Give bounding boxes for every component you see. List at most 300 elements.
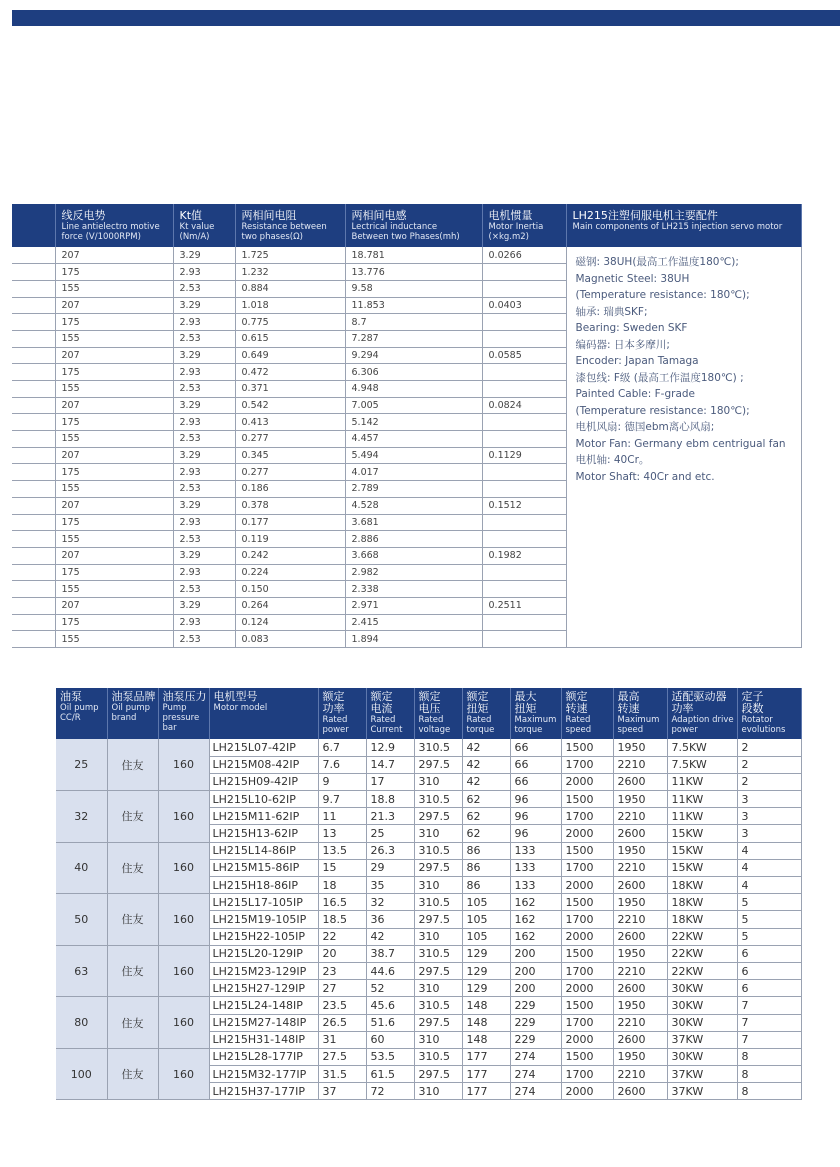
table-cell: 148: [462, 1031, 510, 1048]
table-cell: 2210: [613, 808, 667, 825]
table-cell: 175: [55, 614, 173, 631]
table-cell: 1500: [561, 739, 613, 756]
header-title-zh: 额定: [418, 690, 441, 703]
row-spacer-cell: [12, 547, 55, 564]
table-cell: 2.53: [173, 631, 235, 648]
table-cell: 1500: [561, 997, 613, 1014]
table-cell: 133: [510, 859, 561, 876]
table-cell: 2: [737, 773, 801, 790]
table-cell: 5.494: [345, 447, 482, 464]
table-cell: 0.0403: [482, 297, 566, 314]
table-cell: 15KW: [667, 859, 737, 876]
table-cell: 42: [462, 739, 510, 756]
table-cell: 229: [510, 1014, 561, 1031]
table-cell: 0.277: [235, 464, 345, 481]
table-cell: 2210: [613, 1014, 667, 1031]
header-cell: [366, 688, 414, 739]
table-cell: [482, 464, 566, 481]
table-cell: 8.7: [345, 314, 482, 331]
header-cell: [510, 688, 561, 739]
table-cell: 31.5: [318, 1066, 366, 1083]
table-cell: 2600: [613, 877, 667, 894]
component-line: Bearing: Sweden SKF: [575, 322, 688, 334]
header-title-en: power: [671, 725, 698, 735]
table-cell: 175: [55, 314, 173, 331]
header-title-zh: Kt值: [179, 209, 203, 222]
table-cell: 7.287: [345, 330, 482, 347]
table-cell: 86: [462, 859, 510, 876]
table-cell: 207: [55, 297, 173, 314]
table-cell: 0.119: [235, 531, 345, 548]
motor-model-cell: LH215L10-62IP: [209, 791, 318, 808]
table-cell: 18KW: [667, 877, 737, 894]
header-title-en: Resistance between: [241, 222, 327, 232]
header-cell: [209, 688, 318, 739]
table-cell: 105: [462, 928, 510, 945]
header-cell: [345, 204, 482, 247]
table-cell: 2000: [561, 928, 613, 945]
table-row: [56, 1048, 801, 1065]
pump-pressure-cell: 160: [158, 945, 209, 997]
table-cell: 6: [737, 980, 801, 997]
table-cell: 2.93: [173, 564, 235, 581]
header-title-en: power: [322, 725, 349, 735]
header-title-en: bar: [162, 723, 177, 733]
header-title-zh: 额定: [565, 690, 588, 703]
motor-model-cell: LH215M08-42IP: [209, 756, 318, 773]
motor-model-cell: LH215H37-177IP: [209, 1083, 318, 1100]
table-cell: 0.542: [235, 397, 345, 414]
motor-model-cell: LH215L28-177IP: [209, 1048, 318, 1065]
row-spacer-cell: [12, 481, 55, 498]
table-cell: 2.53: [173, 381, 235, 398]
pump-pressure-cell: 160: [158, 1048, 209, 1100]
row-spacer-cell: [12, 364, 55, 381]
table-cell: 297.5: [414, 859, 462, 876]
pump-pressure-cell: 160: [158, 997, 209, 1049]
pump-displacement-cell: 50: [56, 894, 107, 946]
table-cell: 0.083: [235, 631, 345, 648]
table-cell: 0.413: [235, 414, 345, 431]
table-cell: 4: [737, 877, 801, 894]
table-cell: 200: [510, 962, 561, 979]
table-cell: 0.775: [235, 314, 345, 331]
header-title-zh: 额定: [322, 690, 345, 703]
header-title-en: Main components of LH215 injection servo motor: [572, 222, 783, 232]
table-cell: 37KW: [667, 1083, 737, 1100]
table-cell: 23: [318, 962, 366, 979]
pump-brand-cell: 住友: [107, 1048, 158, 1100]
table-cell: 175: [55, 364, 173, 381]
table-cell: 297.5: [414, 962, 462, 979]
table-cell: 2.971: [345, 597, 482, 614]
pump-displacement-cell: 25: [56, 739, 107, 791]
table-cell: 200: [510, 980, 561, 997]
table-cell: 4.528: [345, 497, 482, 514]
table-cell: 148: [462, 1014, 510, 1031]
pump-brand-cell: 住友: [107, 997, 158, 1049]
table-cell: 2600: [613, 928, 667, 945]
header-cell: [235, 204, 345, 247]
table-cell: 62: [462, 791, 510, 808]
motor-model-cell: LH215M19-105IP: [209, 911, 318, 928]
table-cell: 3.29: [173, 597, 235, 614]
motor-model-cell: LH215H22-105IP: [209, 928, 318, 945]
table-cell: 30KW: [667, 997, 737, 1014]
table-cell: 42: [462, 773, 510, 790]
table-cell: [482, 381, 566, 398]
table-cell: 207: [55, 447, 173, 464]
table-row: [12, 247, 801, 264]
table-cell: 7.5KW: [667, 756, 737, 773]
table-cell: 66: [510, 773, 561, 790]
table-cell: 1700: [561, 859, 613, 876]
motor-model-cell: LH215L20-129IP: [209, 945, 318, 962]
table-cell: 175: [55, 564, 173, 581]
table-cell: 0.378: [235, 497, 345, 514]
table-cell: 25: [366, 825, 414, 842]
table-cell: 310: [414, 1083, 462, 1100]
motor-model-cell: LH215L14-86IP: [209, 842, 318, 859]
table-cell: 1700: [561, 962, 613, 979]
table-cell: 2.93: [173, 414, 235, 431]
motor-model-cell: LH215H18-86IP: [209, 877, 318, 894]
header-cell: [613, 688, 667, 739]
table-row: [56, 739, 801, 756]
component-line: (Temperature resistance: 180℃);: [575, 404, 750, 417]
table-cell: 15KW: [667, 825, 737, 842]
header-title-en: voltage: [418, 725, 451, 735]
pump-displacement-cell: 63: [56, 945, 107, 997]
pump-pressure-cell: 160: [158, 739, 209, 791]
pump-brand-cell: 住友: [107, 842, 158, 894]
table-cell: 18.5: [318, 911, 366, 928]
component-line: Magnetic Steel: 38UH: [575, 272, 690, 285]
table-cell: 66: [510, 739, 561, 756]
component-line: Motor Shaft: 40Cr and etc.: [575, 470, 715, 483]
table-cell: 297.5: [414, 808, 462, 825]
table-cell: 0.1512: [482, 497, 566, 514]
table-cell: 0.472: [235, 364, 345, 381]
header-title-en: Maximum: [617, 715, 660, 725]
table-cell: 37KW: [667, 1031, 737, 1048]
row-spacer-cell: [12, 381, 55, 398]
row-spacer-cell: [12, 631, 55, 648]
table-cell: 62: [462, 808, 510, 825]
table-cell: 26.5: [318, 1014, 366, 1031]
motor-parameters-table: [12, 204, 802, 648]
table-cell: 6: [737, 945, 801, 962]
table-cell: 3: [737, 825, 801, 842]
table-cell: [482, 514, 566, 531]
header-title-zh: LH215注塑伺服电机主要配件: [572, 209, 718, 222]
table-cell: 3.29: [173, 347, 235, 364]
table-cell: 8: [737, 1048, 801, 1065]
table-cell: 2.93: [173, 614, 235, 631]
table-cell: 7.005: [345, 397, 482, 414]
table-cell: 129: [462, 962, 510, 979]
table-cell: 6.7: [318, 739, 366, 756]
motor-parameters-header: [12, 204, 801, 247]
table-cell: 5: [737, 911, 801, 928]
table-cell: 200: [510, 945, 561, 962]
table-cell: 0.186: [235, 481, 345, 498]
table-cell: 2210: [613, 911, 667, 928]
table-cell: 177: [462, 1048, 510, 1065]
table-cell: 9: [318, 773, 366, 790]
table-cell: 96: [510, 791, 561, 808]
table-cell: 2: [737, 739, 801, 756]
component-line: 编码器: 日本多摩川;: [575, 338, 670, 351]
table-cell: 2000: [561, 1083, 613, 1100]
table-cell: 15KW: [667, 842, 737, 859]
header-title-en: Rated: [466, 715, 492, 725]
table-cell: 207: [55, 597, 173, 614]
table-cell: 3: [737, 791, 801, 808]
component-line: Encoder: Japan Tamaga: [575, 355, 699, 367]
table-cell: 2.53: [173, 481, 235, 498]
table-cell: 162: [510, 911, 561, 928]
table-cell: 0.345: [235, 447, 345, 464]
table-cell: 26.3: [366, 842, 414, 859]
table-cell: 3.29: [173, 397, 235, 414]
table-cell: 37KW: [667, 1066, 737, 1083]
table-cell: 2000: [561, 1031, 613, 1048]
table-cell: 2600: [613, 773, 667, 790]
motor-model-cell: LH215M11-62IP: [209, 808, 318, 825]
table-cell: 3.29: [173, 447, 235, 464]
pump-pressure-cell: 160: [158, 791, 209, 843]
table-cell: 175: [55, 414, 173, 431]
table-cell: 155: [55, 330, 173, 347]
table-cell: 11: [318, 808, 366, 825]
table-cell: 1.725: [235, 247, 345, 264]
table-row: [56, 791, 801, 808]
table-cell: [482, 581, 566, 598]
component-line: 电机风扇: 德国ebm离心风扇;: [575, 421, 715, 433]
table-cell: [482, 631, 566, 648]
header-title-en: Rated: [418, 715, 444, 725]
header-cell: [158, 688, 209, 739]
header-title-zh: 油泵品牌: [111, 690, 156, 703]
table-cell: 297.5: [414, 911, 462, 928]
pump-displacement-cell: 100: [56, 1048, 107, 1100]
header-title-en: Maximum: [514, 715, 557, 725]
header-title-en: two phases(Ω): [241, 232, 303, 242]
pump-displacement-cell: 32: [56, 791, 107, 843]
table-cell: 16.5: [318, 894, 366, 911]
table-cell: 162: [510, 928, 561, 945]
table-cell: [482, 481, 566, 498]
table-cell: 42: [366, 928, 414, 945]
table-cell: 36: [366, 911, 414, 928]
table-cell: 0.0266: [482, 247, 566, 264]
table-cell: 2.93: [173, 264, 235, 281]
table-cell: 2.415: [345, 614, 482, 631]
header-title-en: Line antielectro motive: [61, 222, 160, 232]
table-cell: 207: [55, 497, 173, 514]
table-cell: 3.29: [173, 547, 235, 564]
header-title-en: speed: [617, 725, 644, 735]
table-cell: 310: [414, 1031, 462, 1048]
table-cell: 27: [318, 980, 366, 997]
header-title-en: (Nm/A): [179, 232, 210, 242]
table-cell: 175: [55, 464, 173, 481]
table-cell: 3: [737, 808, 801, 825]
table-cell: 38.7: [366, 945, 414, 962]
table-cell: 155: [55, 381, 173, 398]
header-title-zh: 两相间电感: [351, 209, 407, 222]
table-cell: 18KW: [667, 911, 737, 928]
table-row: [56, 894, 801, 911]
motor-selection-header: [56, 688, 801, 739]
table-cell: 4.948: [345, 381, 482, 398]
header-title-zh: 电机惯量: [488, 209, 533, 222]
table-cell: 4: [737, 842, 801, 859]
header-title-en: (×kg.m2): [488, 232, 529, 242]
row-spacer-cell: [12, 464, 55, 481]
table-cell: 27.5: [318, 1048, 366, 1065]
header-title-en: evolutions: [741, 725, 786, 735]
table-cell: 22: [318, 928, 366, 945]
table-cell: 0.1129: [482, 447, 566, 464]
table-cell: 2.53: [173, 330, 235, 347]
row-spacer-cell: [12, 347, 55, 364]
motor-model-cell: LH215M32-177IP: [209, 1066, 318, 1083]
table-cell: 297.5: [414, 1066, 462, 1083]
row-spacer-cell: [12, 531, 55, 548]
row-spacer-cell: [12, 597, 55, 614]
header-title-en: pressure: [162, 713, 200, 723]
table-cell: 175: [55, 264, 173, 281]
table-cell: 13.776: [345, 264, 482, 281]
table-cell: 0.2511: [482, 597, 566, 614]
table-cell: 2.53: [173, 531, 235, 548]
header-cell: [173, 204, 235, 247]
table-cell: 11KW: [667, 808, 737, 825]
table-cell: [482, 330, 566, 347]
table-cell: 2.982: [345, 564, 482, 581]
pump-pressure-cell: 160: [158, 894, 209, 946]
table-cell: 155: [55, 280, 173, 297]
component-line: 磁钢: 38UH(最高工作温度180℃);: [575, 256, 739, 268]
table-cell: 2000: [561, 877, 613, 894]
table-cell: 51.6: [366, 1014, 414, 1031]
header-title-en: Kt value: [179, 222, 215, 232]
table-cell: 155: [55, 431, 173, 448]
table-cell: 5: [737, 928, 801, 945]
component-line: 轴承: 瑞典SKF;: [575, 305, 648, 318]
table-cell: 52: [366, 980, 414, 997]
table-cell: 11.853: [345, 297, 482, 314]
header-title-en: Rated: [370, 715, 396, 725]
table-cell: [482, 531, 566, 548]
table-cell: 0.242: [235, 547, 345, 564]
table-cell: 8: [737, 1066, 801, 1083]
table-cell: 1.894: [345, 631, 482, 648]
table-cell: 2.338: [345, 581, 482, 598]
table-cell: 105: [462, 894, 510, 911]
table-cell: 207: [55, 347, 173, 364]
header-title-zh: 最大: [514, 690, 537, 703]
table-cell: 12.9: [366, 739, 414, 756]
table-cell: 1500: [561, 894, 613, 911]
row-spacer-cell: [12, 247, 55, 264]
table-cell: 310: [414, 825, 462, 842]
header-title-zh: 转速: [617, 702, 640, 715]
header-title-zh: 两相间电阻: [241, 209, 297, 222]
motor-model-cell: LH215H09-42IP: [209, 773, 318, 790]
header-title-en: Adaption drive: [671, 715, 734, 725]
row-spacer-cell: [12, 297, 55, 314]
table-row: [56, 842, 801, 859]
table-row: [56, 945, 801, 962]
table-cell: 42: [462, 756, 510, 773]
table-cell: 2210: [613, 962, 667, 979]
table-cell: 31: [318, 1031, 366, 1048]
table-cell: [482, 614, 566, 631]
pump-pressure-cell: 160: [158, 842, 209, 894]
table-cell: 0.1982: [482, 547, 566, 564]
table-cell: 2600: [613, 1083, 667, 1100]
table-cell: 0.0824: [482, 397, 566, 414]
table-cell: 0.649: [235, 347, 345, 364]
table-cell: 207: [55, 247, 173, 264]
table-cell: 62: [462, 825, 510, 842]
table-cell: 37: [318, 1083, 366, 1100]
header-title-en: torque: [514, 725, 543, 735]
header-title-zh: 油泵压力: [162, 690, 207, 703]
table-cell: 18KW: [667, 894, 737, 911]
table-cell: 14.7: [366, 756, 414, 773]
table-cell: 2210: [613, 859, 667, 876]
header-cell: [55, 204, 173, 247]
table-cell: 1950: [613, 945, 667, 962]
table-cell: 9.7: [318, 791, 366, 808]
pump-brand-cell: 住友: [107, 791, 158, 843]
table-cell: 2600: [613, 980, 667, 997]
table-cell: 129: [462, 980, 510, 997]
header-title-zh: 定子: [741, 690, 764, 703]
row-spacer-cell: [12, 431, 55, 448]
table-cell: [482, 314, 566, 331]
header-title-zh: 线反电势: [61, 209, 106, 222]
row-spacer-cell: [12, 614, 55, 631]
header-blank-cell: [12, 204, 55, 247]
table-cell: [482, 364, 566, 381]
row-spacer-cell: [12, 264, 55, 281]
table-cell: 4.017: [345, 464, 482, 481]
header-cell: [56, 688, 107, 739]
header-title-zh: 电流: [370, 702, 393, 715]
table-cell: 30KW: [667, 1048, 737, 1065]
table-cell: 0.371: [235, 381, 345, 398]
table-cell: 15: [318, 859, 366, 876]
table-cell: 2210: [613, 756, 667, 773]
header-cell: [107, 688, 158, 739]
table-cell: 0.224: [235, 564, 345, 581]
table-cell: 3.668: [345, 547, 482, 564]
table-cell: 7: [737, 1031, 801, 1048]
table-cell: 0.615: [235, 330, 345, 347]
row-spacer-cell: [12, 447, 55, 464]
table-cell: 6.306: [345, 364, 482, 381]
table-cell: 11KW: [667, 791, 737, 808]
table-cell: 9.294: [345, 347, 482, 364]
header-title-zh: 功率: [671, 702, 694, 715]
header-title-en: Oil pump: [111, 703, 151, 713]
header-title-zh: 扭矩: [514, 702, 537, 715]
